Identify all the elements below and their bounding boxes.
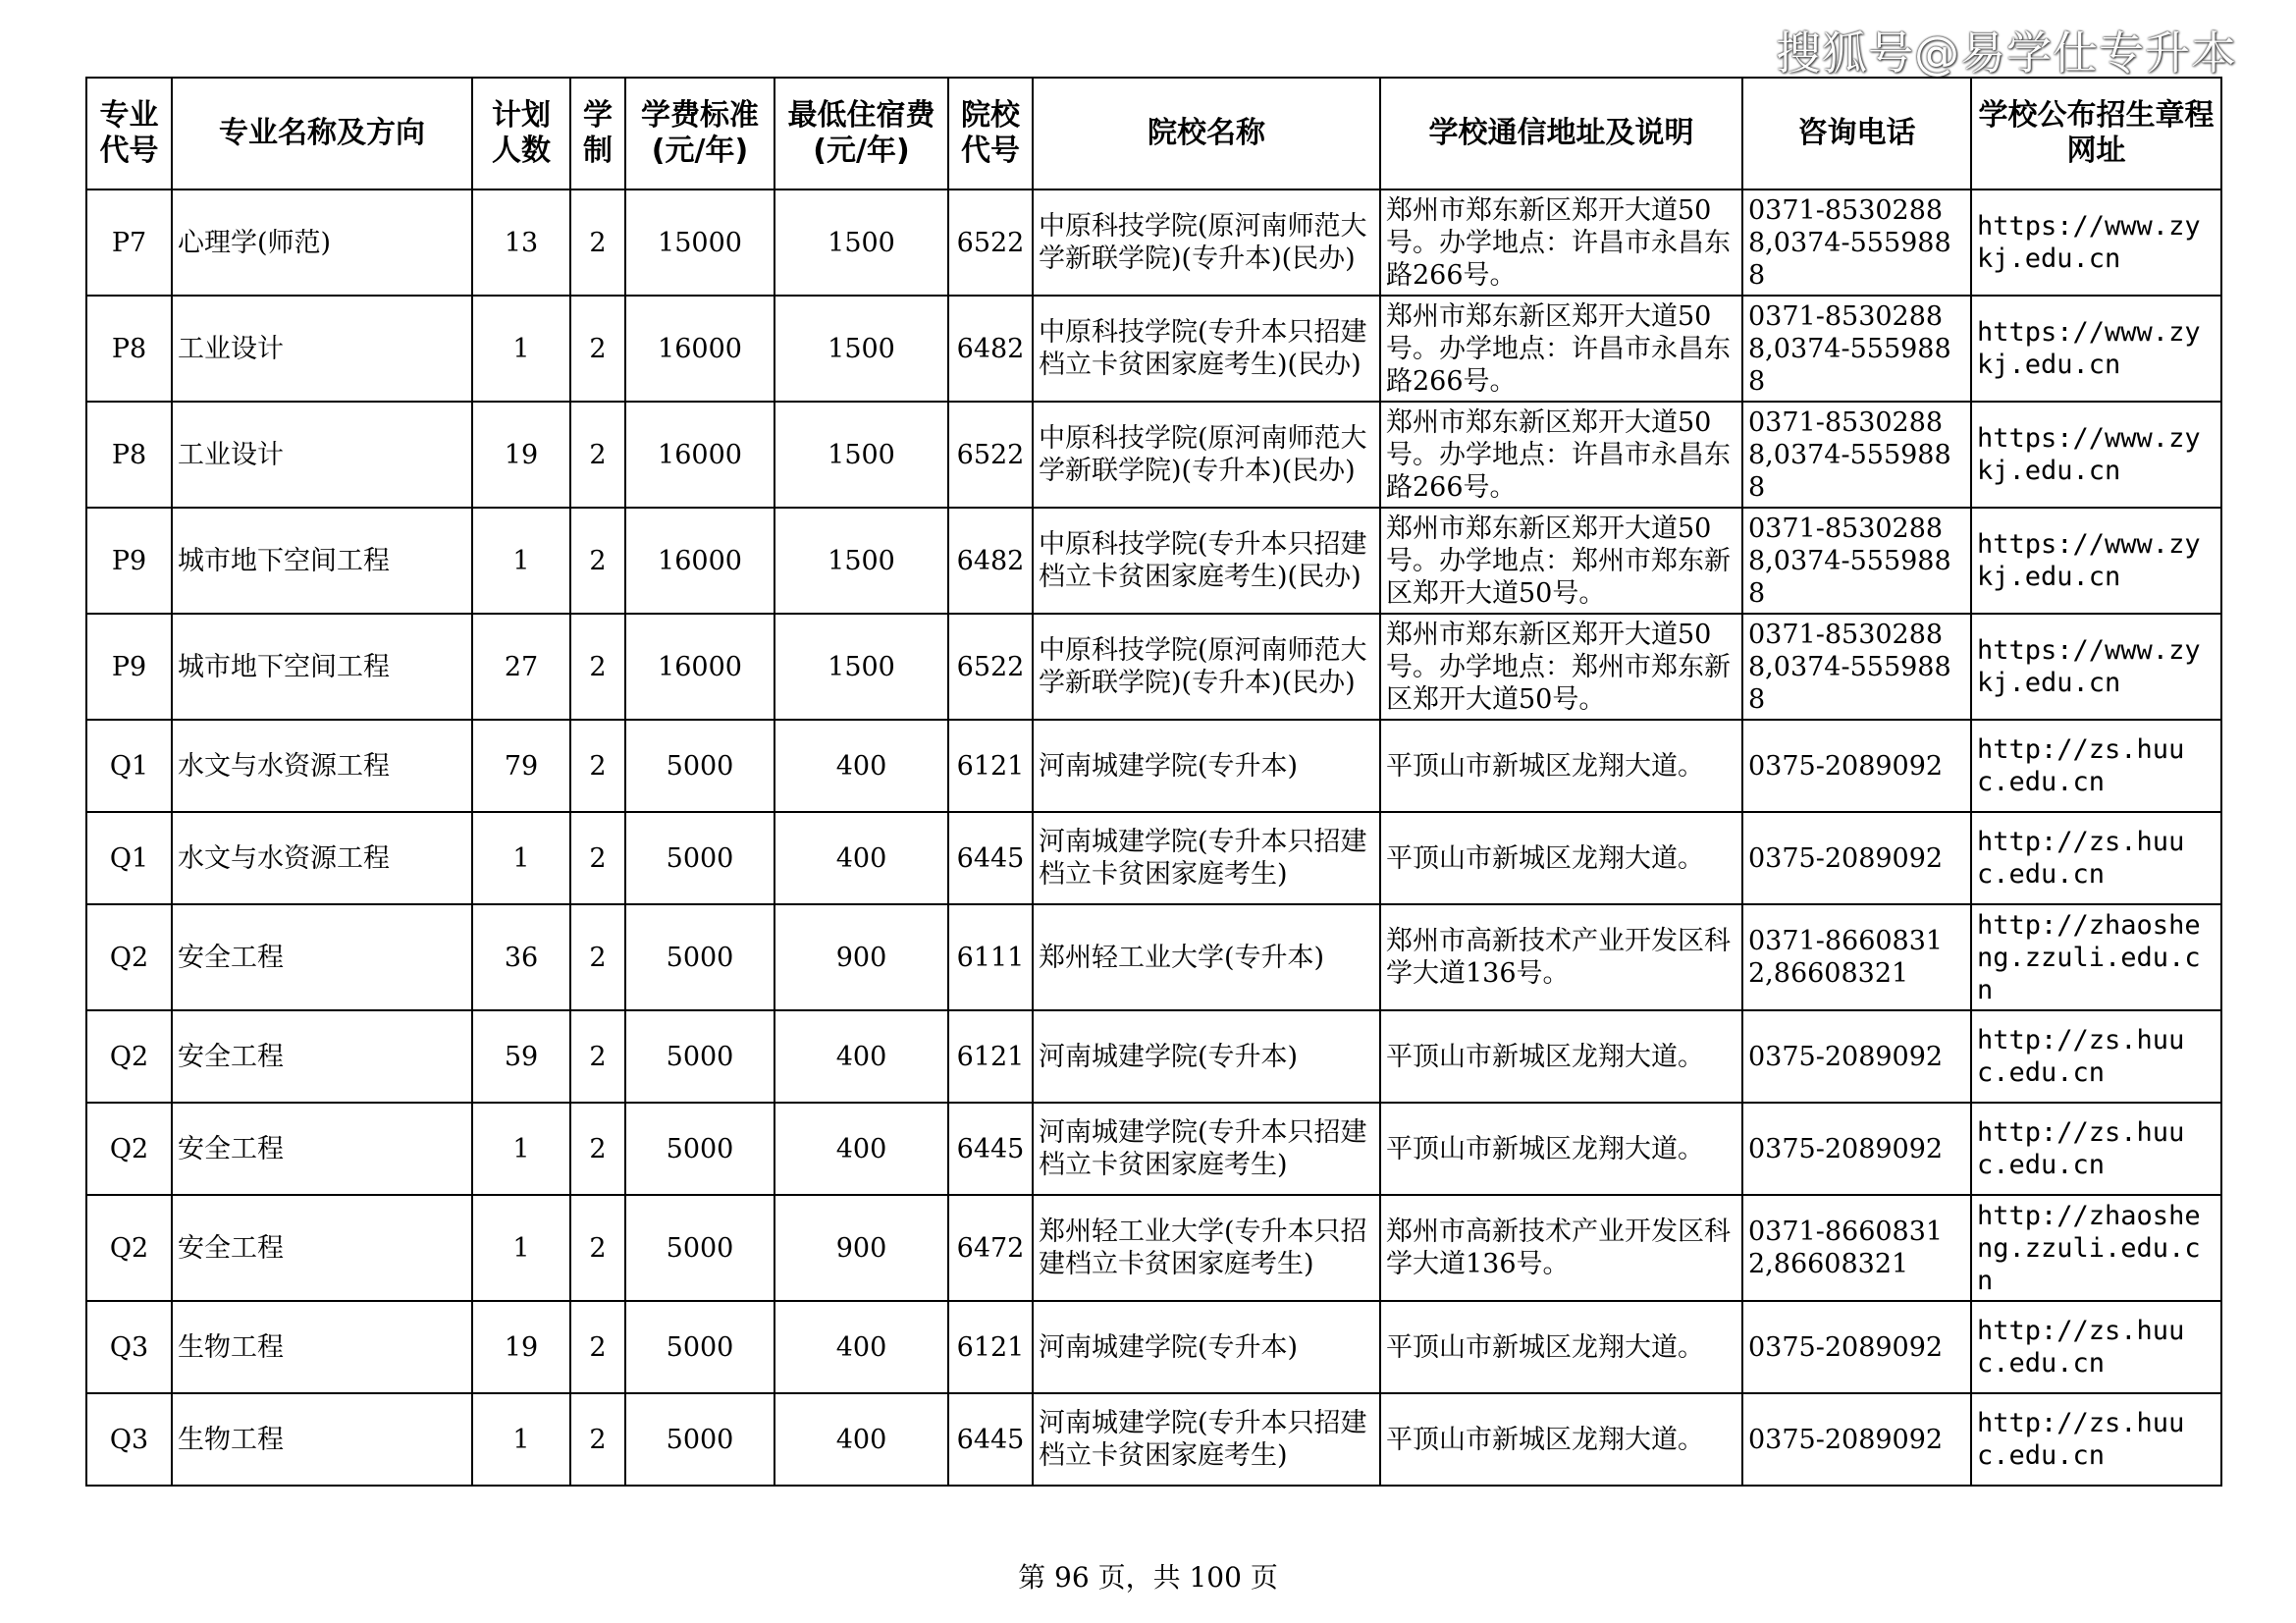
cell-school-name: 河南城建学院(专升本) [1033, 720, 1380, 812]
cell-lodging: 900 [774, 1195, 948, 1301]
cell-url[interactable]: https://www.zykj.edu.cn [1971, 296, 2221, 402]
table-row [86, 1195, 2221, 1301]
cell-school-code: 6482 [948, 296, 1033, 402]
cell-school-code: 6121 [948, 1010, 1033, 1103]
cell-school-name: 河南城建学院(专升本只招建档立卡贫困家庭考生) [1033, 812, 1380, 904]
cell-code: P7 [86, 189, 172, 296]
cell-years: 2 [570, 1103, 625, 1195]
header-name: 专业名称及方向 [172, 78, 472, 189]
cell-url[interactable]: https://www.zykj.edu.cn [1971, 614, 2221, 720]
header-address: 学校通信地址及说明 [1380, 78, 1742, 189]
cell-school-name: 郑州轻工业大学(专升本) [1033, 904, 1380, 1010]
table-row [86, 812, 2221, 904]
cell-address: 平顶山市新城区龙翔大道。 [1380, 1103, 1742, 1195]
cell-url[interactable]: https://www.zykj.edu.cn [1971, 508, 2221, 614]
cell-plan: 1 [472, 1195, 570, 1301]
table-row [86, 904, 2221, 1010]
cell-lodging: 400 [774, 1393, 948, 1486]
cell-url[interactable]: http://zs.huuc.edu.cn [1971, 1103, 2221, 1195]
table-row [86, 720, 2221, 812]
cell-name: 工业设计 [172, 402, 472, 508]
cell-phone: 0375-2089092 [1742, 812, 1971, 904]
cell-name: 心理学(师范) [172, 189, 472, 296]
cell-lodging: 400 [774, 812, 948, 904]
cell-url[interactable]: http://zs.huuc.edu.cn [1971, 1393, 2221, 1486]
cell-school-name: 河南城建学院(专升本只招建档立卡贫困家庭考生) [1033, 1103, 1380, 1195]
cell-name: 水文与水资源工程 [172, 812, 472, 904]
cell-address: 平顶山市新城区龙翔大道。 [1380, 1301, 1742, 1393]
cell-tuition: 16000 [625, 614, 774, 720]
cell-tuition: 16000 [625, 508, 774, 614]
cell-lodging: 400 [774, 720, 948, 812]
header-url: 学校公布招生章程网址 [1971, 78, 2221, 189]
cell-lodging: 1500 [774, 402, 948, 508]
cell-url[interactable]: http://zhaosheng.zzuli.edu.cn [1971, 1195, 2221, 1301]
cell-tuition: 5000 [625, 1010, 774, 1103]
cell-school-code: 6522 [948, 614, 1033, 720]
cell-phone: 0375-2089092 [1742, 1393, 1971, 1486]
table-row [86, 1010, 2221, 1103]
cell-phone: 0371-85302888,0374-5559888 [1742, 296, 1971, 402]
cell-lodging: 1500 [774, 296, 948, 402]
cell-url[interactable]: http://zs.huuc.edu.cn [1971, 1301, 2221, 1393]
cell-code: Q3 [86, 1393, 172, 1486]
cell-phone: 0371-85302888,0374-5559888 [1742, 189, 1971, 296]
cell-address: 平顶山市新城区龙翔大道。 [1380, 1393, 1742, 1486]
cell-lodging: 400 [774, 1301, 948, 1393]
cell-years: 2 [570, 1393, 625, 1486]
cell-lodging: 400 [774, 1103, 948, 1195]
watermark: 搜狐号@易学仕专升本 [1776, 27, 2237, 80]
cell-code: Q2 [86, 1010, 172, 1103]
cell-school-name: 中原科技学院(专升本只招建档立卡贫困家庭考生)(民办) [1033, 296, 1380, 402]
cell-url[interactable]: http://zhaosheng.zzuli.edu.cn [1971, 904, 2221, 1010]
table-row [86, 402, 2221, 508]
cell-plan: 1 [472, 508, 570, 614]
header-tuition: 学费标准(元/年) [625, 78, 774, 189]
cell-plan: 13 [472, 189, 570, 296]
cell-url[interactable]: https://www.zykj.edu.cn [1971, 402, 2221, 508]
cell-school-code: 6445 [948, 1103, 1033, 1195]
cell-school-code: 6121 [948, 720, 1033, 812]
cell-tuition: 15000 [625, 189, 774, 296]
cell-code: P9 [86, 614, 172, 720]
cell-name: 生物工程 [172, 1301, 472, 1393]
cell-name: 水文与水资源工程 [172, 720, 472, 812]
cell-plan: 19 [472, 1301, 570, 1393]
cell-name: 安全工程 [172, 904, 472, 1010]
cell-school-name: 中原科技学院(原河南师范大学新联学院)(专升本)(民办) [1033, 614, 1380, 720]
cell-school-name: 河南城建学院(专升本) [1033, 1010, 1380, 1103]
cell-plan: 1 [472, 296, 570, 402]
cell-code: Q3 [86, 1301, 172, 1393]
cell-address: 郑州市郑东新区郑开大道50号。办学地点：许昌市永昌东路266号。 [1380, 402, 1742, 508]
cell-code: Q2 [86, 904, 172, 1010]
table-row [86, 508, 2221, 614]
cell-years: 2 [570, 1301, 625, 1393]
cell-address: 郑州市郑东新区郑开大道50号。办学地点：许昌市永昌东路266号。 [1380, 189, 1742, 296]
cell-plan: 1 [472, 1393, 570, 1486]
cell-name: 城市地下空间工程 [172, 614, 472, 720]
cell-address: 郑州市郑东新区郑开大道50号。办学地点：许昌市永昌东路266号。 [1380, 296, 1742, 402]
cell-school-name: 郑州轻工业大学(专升本只招建档立卡贫困家庭考生) [1033, 1195, 1380, 1301]
table-row [86, 296, 2221, 402]
cell-school-code: 6121 [948, 1301, 1033, 1393]
page-footer: 第 96 页，共 100 页 [1018, 1561, 1278, 1594]
cell-phone: 0371-85302888,0374-5559888 [1742, 402, 1971, 508]
cell-tuition: 5000 [625, 1103, 774, 1195]
cell-lodging: 900 [774, 904, 948, 1010]
cell-url[interactable]: http://zs.huuc.edu.cn [1971, 1010, 2221, 1103]
cell-code: Q2 [86, 1195, 172, 1301]
cell-lodging: 400 [774, 1010, 948, 1103]
cell-school-code: 6111 [948, 904, 1033, 1010]
cell-plan: 27 [472, 614, 570, 720]
header-row [86, 78, 2221, 189]
cell-phone: 0371-85302888,0374-5559888 [1742, 614, 1971, 720]
cell-code: Q1 [86, 812, 172, 904]
cell-years: 2 [570, 296, 625, 402]
cell-years: 2 [570, 812, 625, 904]
cell-school-code: 6445 [948, 1393, 1033, 1486]
cell-years: 2 [570, 1010, 625, 1103]
cell-tuition: 5000 [625, 720, 774, 812]
cell-plan: 1 [472, 812, 570, 904]
cell-url[interactable]: https://www.zykj.edu.cn [1971, 189, 2221, 296]
cell-years: 2 [570, 1195, 625, 1301]
cell-tuition: 16000 [625, 402, 774, 508]
cell-name: 生物工程 [172, 1393, 472, 1486]
cell-school-code: 6522 [948, 189, 1033, 296]
cell-tuition: 5000 [625, 1393, 774, 1486]
cell-tuition: 5000 [625, 812, 774, 904]
cell-school-code: 6472 [948, 1195, 1033, 1301]
cell-tuition: 5000 [625, 1301, 774, 1393]
cell-url[interactable]: http://zs.huuc.edu.cn [1971, 720, 2221, 812]
cell-plan: 19 [472, 402, 570, 508]
cell-name: 城市地下空间工程 [172, 508, 472, 614]
cell-address: 郑州市郑东新区郑开大道50号。办学地点：郑州市郑东新区郑开大道50号。 [1380, 614, 1742, 720]
cell-address: 郑州市高新技术产业开发区科学大道136号。 [1380, 1195, 1742, 1301]
cell-code: P9 [86, 508, 172, 614]
header-plan: 计划人数 [472, 78, 570, 189]
cell-name: 安全工程 [172, 1010, 472, 1103]
cell-lodging: 1500 [774, 508, 948, 614]
cell-address: 平顶山市新城区龙翔大道。 [1380, 812, 1742, 904]
cell-years: 2 [570, 402, 625, 508]
cell-phone: 0371-86608312,86608321 [1742, 1195, 1971, 1301]
cell-phone: 0375-2089092 [1742, 1103, 1971, 1195]
cell-code: P8 [86, 402, 172, 508]
cell-phone: 0371-86608312,86608321 [1742, 904, 1971, 1010]
cell-phone: 0375-2089092 [1742, 720, 1971, 812]
cell-url[interactable]: http://zs.huuc.edu.cn [1971, 812, 2221, 904]
cell-school-name: 中原科技学院(专升本只招建档立卡贫困家庭考生)(民办) [1033, 508, 1380, 614]
cell-code: Q2 [86, 1103, 172, 1195]
header-code: 专业代号 [86, 78, 172, 189]
cell-years: 2 [570, 904, 625, 1010]
cell-name: 安全工程 [172, 1195, 472, 1301]
cell-name: 安全工程 [172, 1103, 472, 1195]
header-school-code: 院校代号 [948, 78, 1033, 189]
cell-phone: 0371-85302888,0374-5559888 [1742, 508, 1971, 614]
cell-years: 2 [570, 614, 625, 720]
cell-lodging: 1500 [774, 614, 948, 720]
table-row [86, 614, 2221, 720]
cell-tuition: 5000 [625, 1195, 774, 1301]
cell-school-name: 中原科技学院(原河南师范大学新联学院)(专升本)(民办) [1033, 402, 1380, 508]
cell-years: 2 [570, 720, 625, 812]
header-phone: 咨询电话 [1742, 78, 1971, 189]
cell-plan: 79 [472, 720, 570, 812]
cell-school-name: 河南城建学院(专升本只招建档立卡贫困家庭考生) [1033, 1393, 1380, 1486]
enrollment-table [85, 77, 2222, 1487]
table-row [86, 1301, 2221, 1393]
cell-code: Q1 [86, 720, 172, 812]
cell-phone: 0375-2089092 [1742, 1010, 1971, 1103]
cell-phone: 0375-2089092 [1742, 1301, 1971, 1393]
table-row [86, 1393, 2221, 1486]
header-school-name: 院校名称 [1033, 78, 1380, 189]
table-row [86, 1103, 2221, 1195]
cell-school-code: 6482 [948, 508, 1033, 614]
cell-address: 郑州市郑东新区郑开大道50号。办学地点：郑州市郑东新区郑开大道50号。 [1380, 508, 1742, 614]
cell-school-code: 6445 [948, 812, 1033, 904]
cell-plan: 36 [472, 904, 570, 1010]
cell-school-name: 河南城建学院(专升本) [1033, 1301, 1380, 1393]
cell-plan: 1 [472, 1103, 570, 1195]
cell-name: 工业设计 [172, 296, 472, 402]
cell-address: 郑州市高新技术产业开发区科学大道136号。 [1380, 904, 1742, 1010]
cell-address: 平顶山市新城区龙翔大道。 [1380, 720, 1742, 812]
cell-code: P8 [86, 296, 172, 402]
cell-school-code: 6522 [948, 402, 1033, 508]
header-lodging: 最低住宿费(元/年) [774, 78, 948, 189]
cell-plan: 59 [472, 1010, 570, 1103]
cell-tuition: 16000 [625, 296, 774, 402]
header-years: 学制 [570, 78, 625, 189]
cell-years: 2 [570, 508, 625, 614]
cell-tuition: 5000 [625, 904, 774, 1010]
cell-lodging: 1500 [774, 189, 948, 296]
cell-school-name: 中原科技学院(原河南师范大学新联学院)(专升本)(民办) [1033, 189, 1380, 296]
cell-years: 2 [570, 189, 625, 296]
cell-address: 平顶山市新城区龙翔大道。 [1380, 1010, 1742, 1103]
table-row [86, 189, 2221, 296]
